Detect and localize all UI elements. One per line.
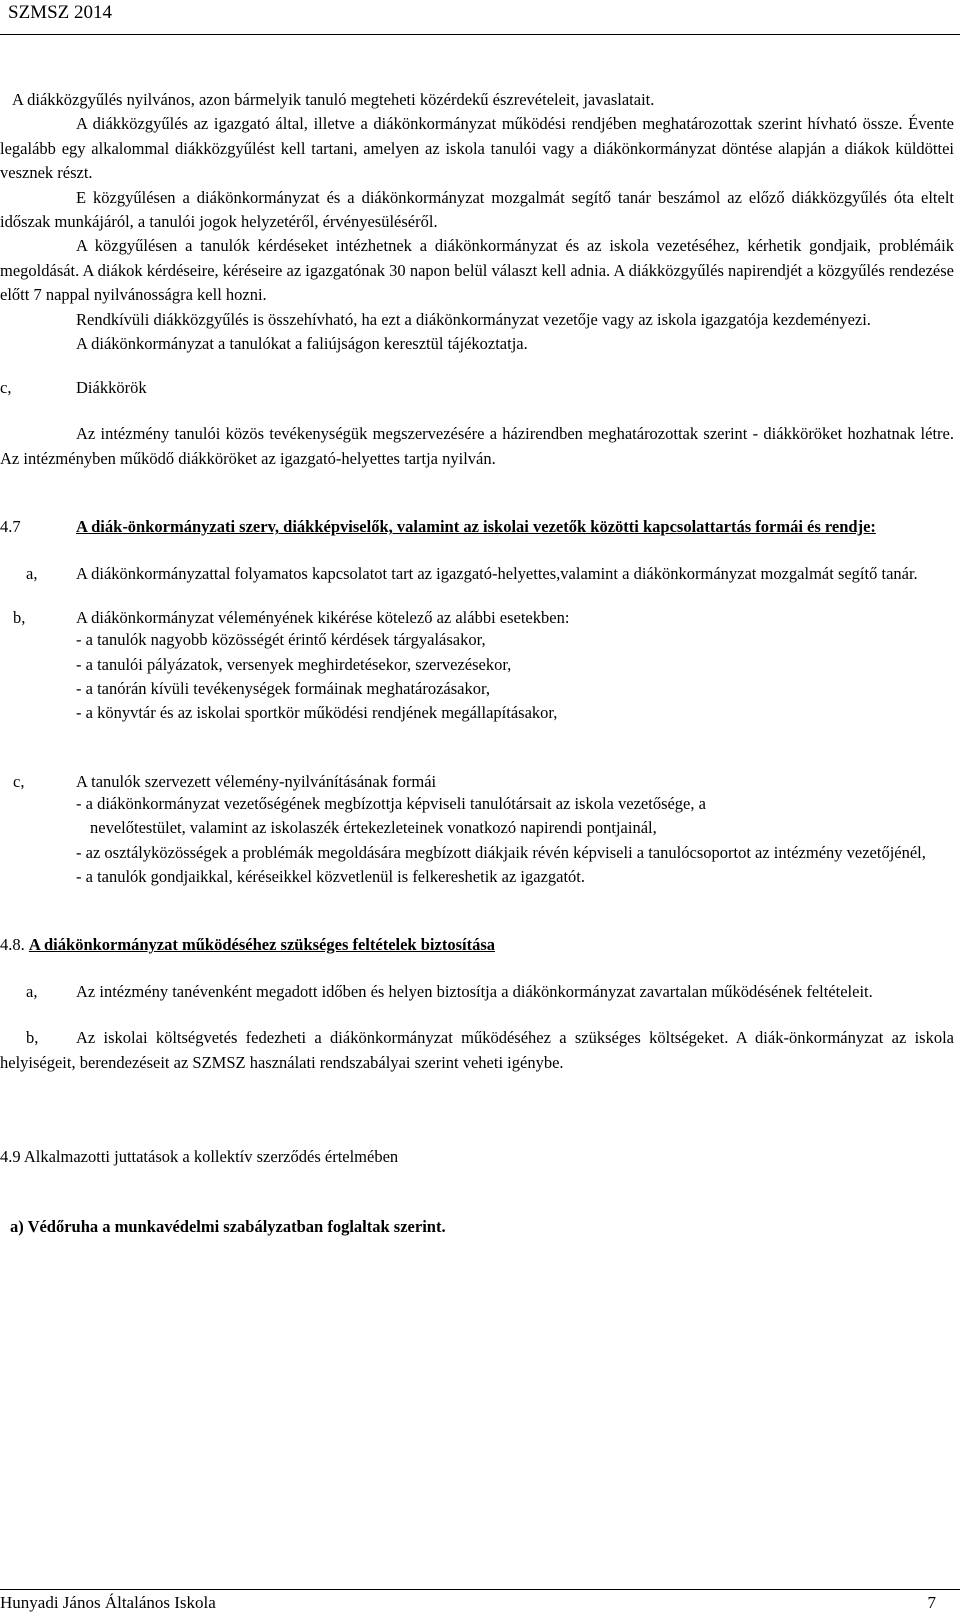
header-rule xyxy=(0,34,960,35)
section-4-7-c-label: c, xyxy=(13,771,25,791)
section-4-7-b-text: A diákönkormányzat véleményének kikérése kötelező az alábbi esetekben: xyxy=(76,608,570,628)
circles-title: Diákkörök xyxy=(76,378,147,398)
section-4-7-c-item-1-cont: nevelőtestület, valamint az iskolaszék értekezleteinek vonatkozó napirendi pontjainál, xyxy=(90,818,657,838)
assembly-paragraph-3: E közgyűlésen a diákönkormányzat és a diákönkormányzat mozgalmát segítő tanár beszámol az előző diákközgyűlés óta eltelt időszak munkájáról, a tanulói jogok helyzetéről, érvényesüléséről. xyxy=(0,187,954,232)
section-4-7-a-label: a, xyxy=(26,563,38,583)
section-4-8-a-text: Az intézmény tanévenként megadott időben és helyen biztosítja a diákönkormányzat zavartalan működésének feltételeit. xyxy=(76,981,873,1001)
section-4-7-b-item-2: - a tanulói pályázatok, versenyek meghirdetésekor, szervezésekor, xyxy=(76,654,512,674)
section-4-9-heading: 4.9 Alkalmazotti juttatások a kollektív szerződés értelmében xyxy=(0,1146,399,1166)
assembly-paragraph-1: A diákközgyűlés nyilvános, azon bármelyik tanuló megteheti közérdekű észrevételeit, javaslatait. xyxy=(12,90,655,109)
assembly-paragraph-4: A közgyűlésen a tanulók kérdéseket intézhetnek a diákönkormányzat és az iskola vezetéséhez, kérhetik gondjaik, problémáik megoldását. A diákok kérdéseire, kéréseire az igazgatónak 30 napon belül választ kell adnia. A diákközgyűlés napirendjét a közgyűlés rendezése előtt 7 nappal nyilvánosságra kell hozni. xyxy=(0,236,954,305)
section-4-7-b-item-3: - a tanórán kívüli tevékenységek formáinak meghatározásakor, xyxy=(76,678,490,698)
circles-label: c, xyxy=(0,378,12,398)
section-4-7-b-item-1: - a tanulók nagyobb közösségét érintő kérdések tárgyalásakor, xyxy=(76,630,486,650)
circles-heading xyxy=(0,378,954,398)
section-4-8-title: A diákönkormányzat működéséhez szükséges feltételek biztosítása xyxy=(28,935,495,955)
section-4-7-a xyxy=(0,562,954,586)
section-4-8-heading xyxy=(0,933,954,957)
footer-rule xyxy=(0,1589,960,1590)
circles-text: Az intézmény tanulói közös tevékenységük megszervezésére a házirendben meghatározottak szerint - diákköröket hozhatnak létre. Az intézményben működő diákköröket az igazgató-helyettes tartja nyilván. xyxy=(0,424,954,468)
section-4-7-c-item-3: - a tanulók gondjaikkal, kéréseikkel közvetlenül is felkereshetik az igazgatót. xyxy=(76,866,586,886)
assembly-paragraph-5: Rendkívüli diákközgyűlés is összehívható, ha ezt a diákönkormányzat vezetője vagy az iskola igazgatója kezdeményezi. xyxy=(76,309,871,329)
section-4-7-c-text: A tanulók szervezett vélemény-nyilvánításának formái xyxy=(76,771,437,791)
header-title: SZMSZ 2014 xyxy=(8,2,112,23)
section-4-7-b xyxy=(0,608,954,628)
section-4-7-c-item-2: - az osztályközösségek a problémák megoldására megbízott diákjaik révén képviseli a tanulócsoportot az intézmény vezetőjénél, xyxy=(76,842,926,862)
section-4-7-b-item-4: - a könyvtár és az iskolai sportkör működési rendjének megállapításakor, xyxy=(76,703,558,723)
footer-school: Hunyadi János Általános Iskola xyxy=(0,1593,216,1612)
section-4-8-a-label: a, xyxy=(26,981,38,1001)
section-4-7-heading xyxy=(0,515,954,539)
section-4-7-c-item-1: - a diákönkormányzat vezetőségének megbízottja képviseli tanulótársait az iskola vezetősége, a xyxy=(76,793,706,813)
section-4-7-number: 4.7 xyxy=(0,517,21,537)
document-body xyxy=(0,88,954,1240)
section-4-8-b xyxy=(0,1026,954,1075)
section-4-7-c xyxy=(0,772,954,792)
section-4-7-a-text: A diákönkormányzattal folyamatos kapcsolatot tart az igazgató-helyettes,valamint a diákönkormányzat mozgalmát segítő tanár. xyxy=(76,563,918,583)
page-number: 7 xyxy=(927,1593,936,1612)
section-4-9-item-a: a) Védőruha a munkavédelmi szabályzatban foglaltak szerint. xyxy=(10,1217,446,1237)
section-4-7-b-label: b, xyxy=(13,608,26,628)
section-4-8-b-label: b, xyxy=(26,1028,39,1048)
assembly-paragraph-6: A diákönkormányzat a tanulókat a faliújságon keresztül tájékoztatja. xyxy=(76,334,528,354)
section-4-8-a xyxy=(0,980,954,1004)
section-4-7-title: A diák-önkormányzati szerv, diákképviselők, valamint az iskolai vezetők közötti kapcsolattartás formái és rendje: xyxy=(76,517,876,537)
section-4-8-b-text: Az iskolai költségvetés fedezheti a diákönkormányzat működéséhez a szükséges költségeket. A diák-önkormányzat az iskola helyiségeit, berendezéseit az SZMSZ használati rendszabályai szerint veheti igénybe. xyxy=(0,1028,954,1072)
assembly-paragraph-2: A diákközgyűlés az igazgató által, illetve a diákönkormányzat működési rendjében meghatározottak szerint hívható össze. Évente legalább egy alkalommal diákközgyűlést kell tartani, amelyen az iskola tanulói vagy a diákönkormányzat döntése alapján a diákok küldöttei vesznek részt. xyxy=(0,114,954,183)
section-4-8-number: 4.8. xyxy=(0,935,25,955)
